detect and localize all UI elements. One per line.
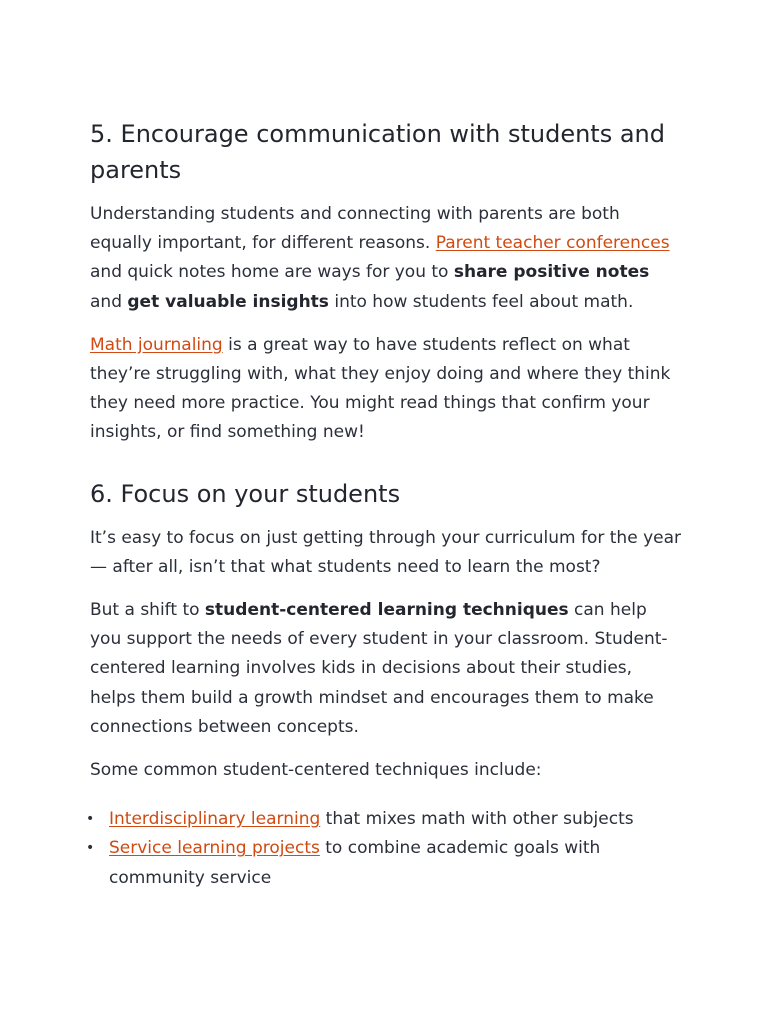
text-span: and quick notes home are ways for you to — [90, 262, 454, 283]
text-span: into how students feel about math. — [328, 291, 634, 312]
bold-share-positive-notes: share positive notes — [453, 262, 650, 283]
text-span: can help you support the needs of every student in your classroom. Student-centered learning involves kids in decisions about their studies, helps them build a growth mindset and encourages them to make connections between concepts. — [90, 600, 668, 737]
section-6-heading: 6. Focus on your students — [90, 479, 401, 508]
list-item — [86, 805, 682, 834]
text-span: is a great way to have students reflect on what they’re struggling with, what they enjoy doing and where they think they need more practice. You might read things that confirm your insights, or find something new! — [90, 334, 671, 443]
section-5-paragraph-2 — [90, 331, 682, 448]
techniques-list — [86, 805, 682, 893]
math-journaling-link[interactable]: Math journaling — [90, 334, 223, 355]
section-6-paragraph-1: It’s easy to focus on just getting through your curriculum for the year — after all, isn’t that what students need to learn the most? — [90, 527, 681, 577]
section-5-heading: 5. Encourage communication with students and parents — [90, 120, 666, 184]
bold-student-centered-techniques: student-centered learning techniques — [204, 600, 569, 621]
bullet-icon: • — [86, 840, 95, 857]
section-6-paragraph-2 — [90, 596, 682, 742]
list-item-text: to combine academic goals with community service — [109, 838, 601, 888]
service-learning-projects-link[interactable]: Service learning projects — [109, 838, 320, 859]
section-6-paragraph-3: Some common student-centered techniques include: — [90, 760, 542, 781]
parent-teacher-conferences-link[interactable]: Parent teacher conferences — [435, 233, 670, 254]
text-span: But a shift to — [90, 600, 205, 621]
list-item — [86, 834, 682, 892]
section-5-paragraph-1 — [90, 200, 682, 317]
bold-get-valuable-insights: get valuable insights — [127, 291, 329, 312]
text-span: Understanding students and connecting with parents are both equally important, for different reasons. — [90, 204, 620, 254]
text-span: and — [90, 291, 128, 312]
bullet-icon: • — [86, 811, 95, 828]
article-content — [86, 116, 682, 893]
interdisciplinary-learning-link[interactable]: Interdisciplinary learning — [109, 809, 321, 830]
list-item-text: that mixes math with other subjects — [320, 809, 634, 830]
